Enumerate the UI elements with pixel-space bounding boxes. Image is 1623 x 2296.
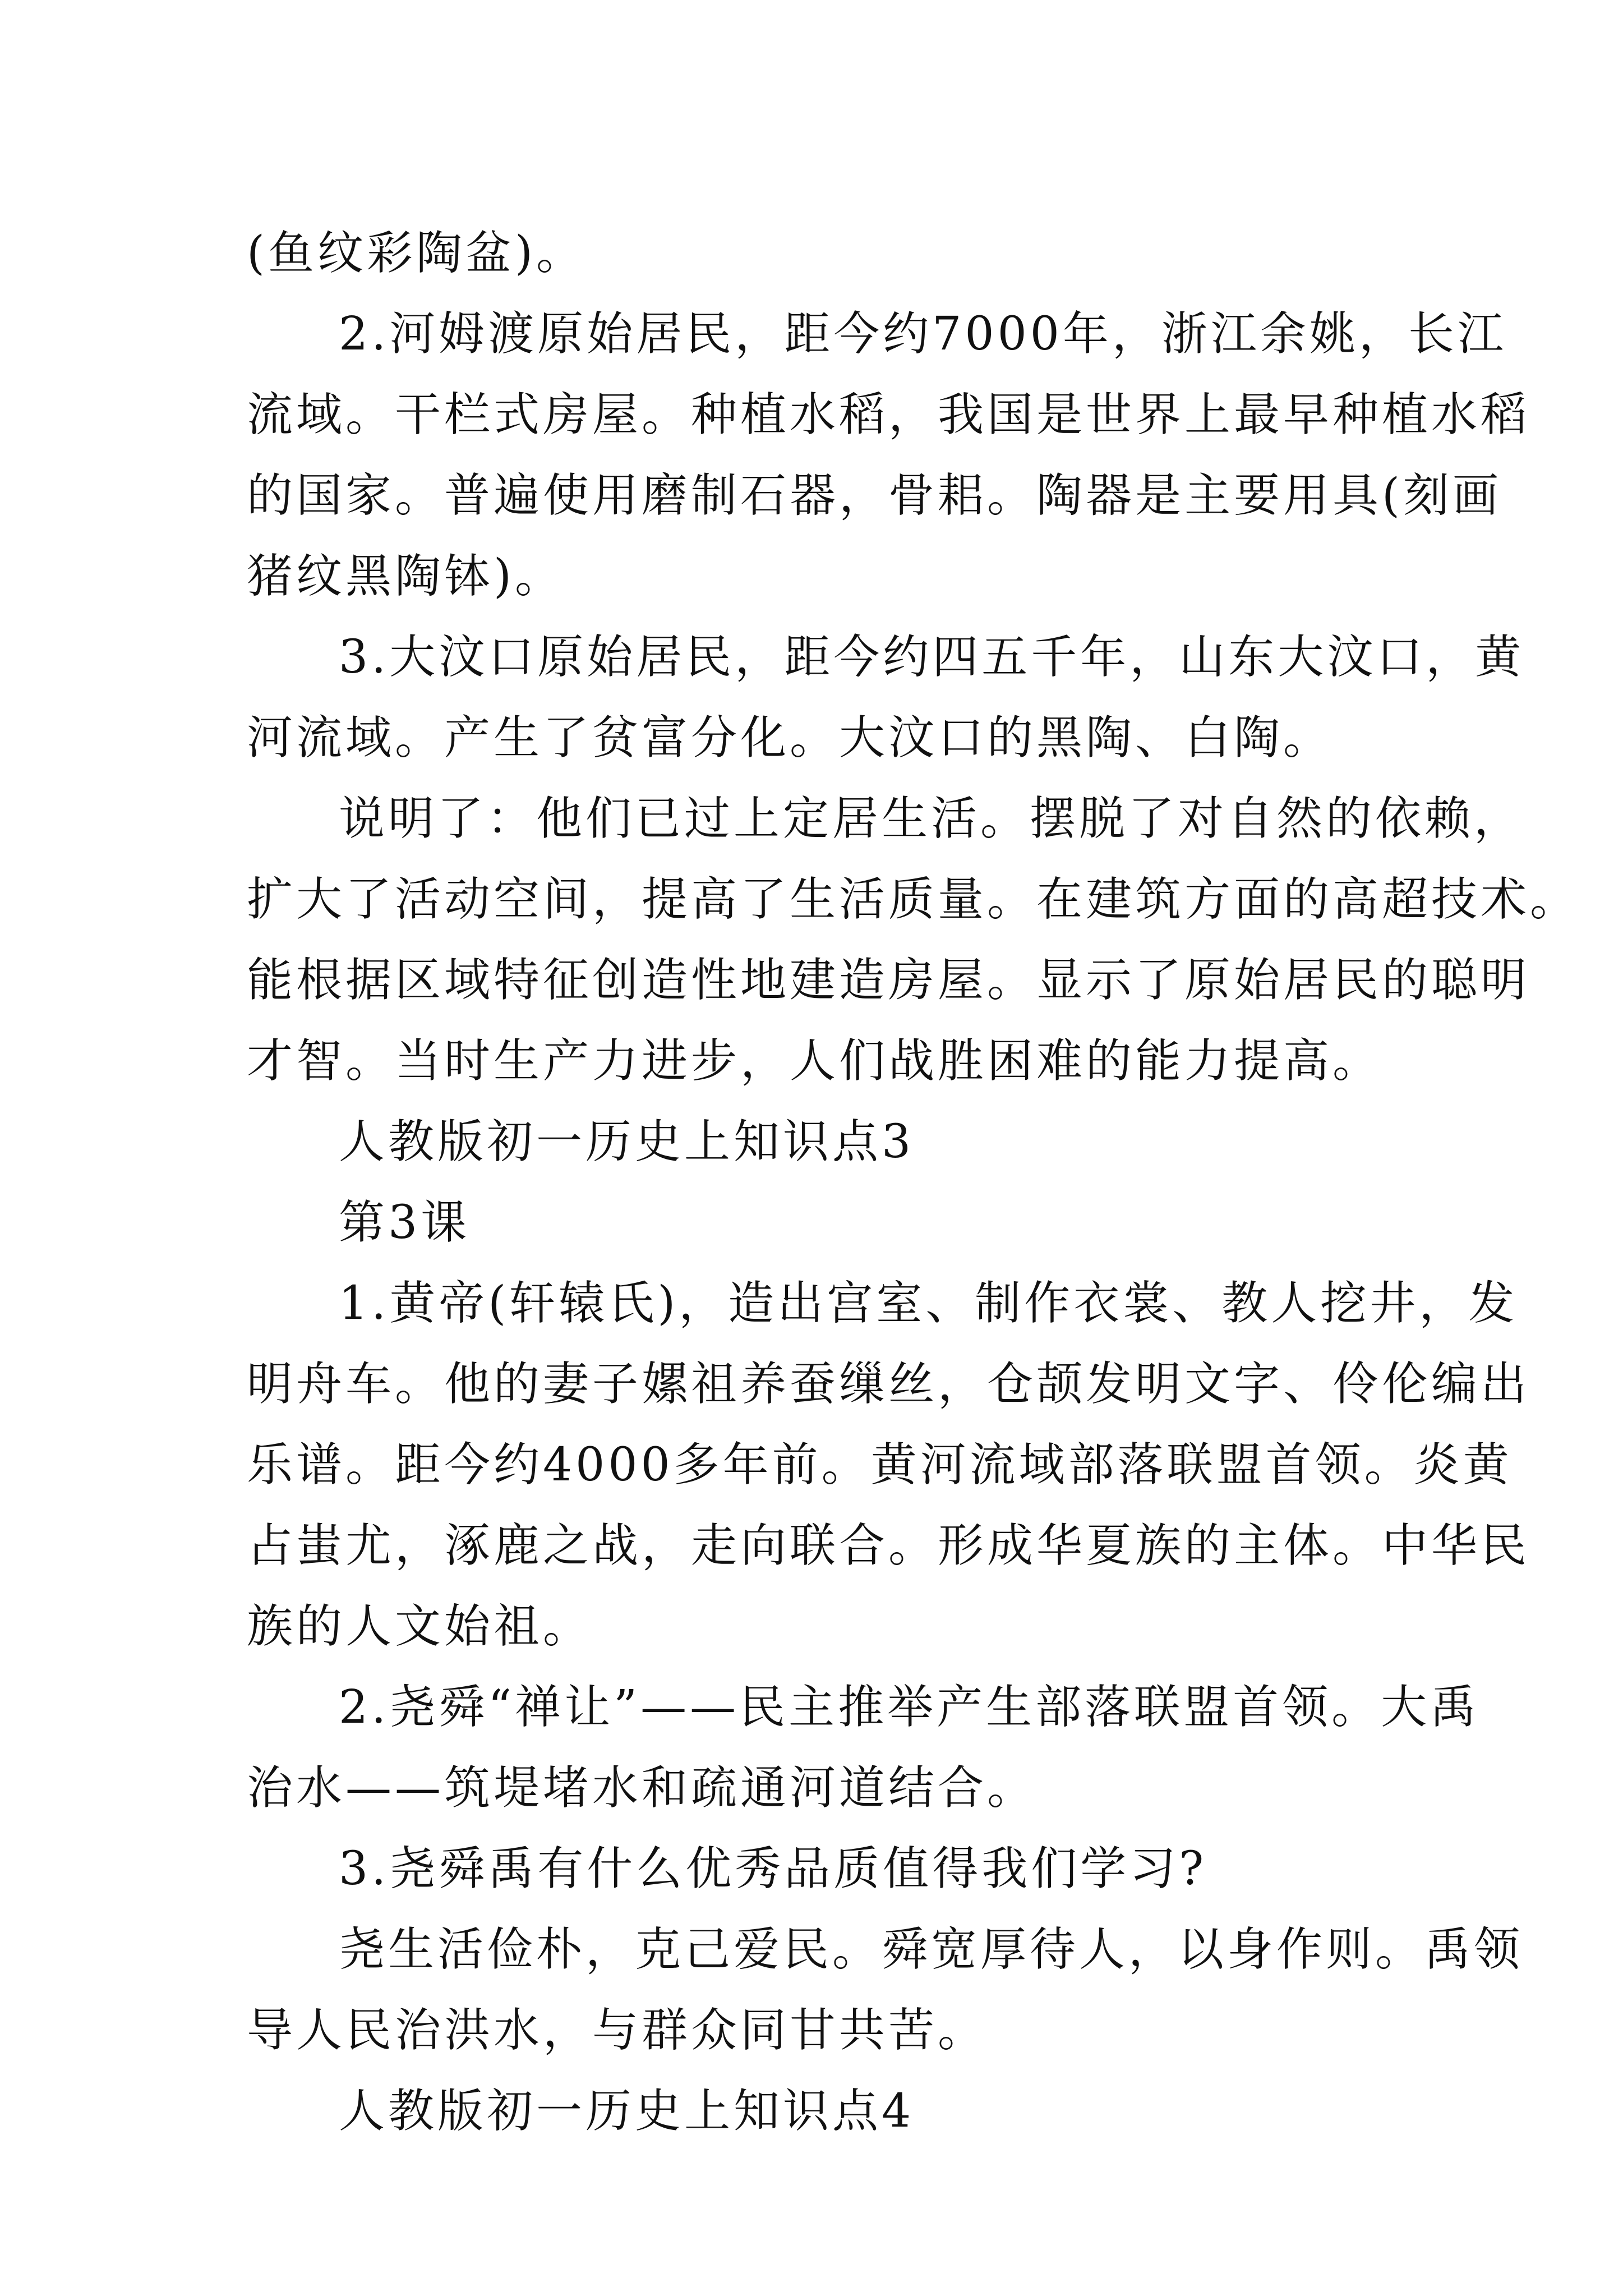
- text-line: 明舟车。他的妻子嫘祖养蚕缫丝，仓颉发明文字、伶伦编出: [247, 1358, 1530, 1411]
- text-line: (鱼纹彩陶盆)。: [247, 227, 585, 280]
- text-line: 才智。当时生产力进步，人们战胜困难的能力提高。: [247, 1034, 1382, 1088]
- text-line: 导人民治洪水，与群众同甘共苦。: [247, 2004, 988, 2057]
- document-page: [247, 213, 1580, 2152]
- text-line: 族的人文始祖。: [247, 1600, 593, 1653]
- paragraph-start: 说明了：他们已过上定居生活。摆脱了对自然的依赖，: [339, 792, 1524, 845]
- lesson-heading: 第3课: [339, 1196, 471, 1249]
- paragraph-start: 2.河姆渡原始居民，距今约7000年，浙江余姚，长江: [339, 307, 1507, 361]
- text-line: 治水——筑堤堵水和疏通河道结合。: [247, 1761, 1037, 1815]
- paragraph-start: 尧生活俭朴，克己爱民。舜宽厚待人，以身作则。禹领: [339, 1923, 1524, 1976]
- text-line: 扩大了活动空间，提高了生活质量。在建筑方面的高超技术。: [247, 873, 1580, 926]
- paragraph-start: 1.黄帝(轩辕氏)，造出宫室、制作衣裳、教人挖井，发: [339, 1277, 1518, 1330]
- text-line: 猪纹黑陶钵)。: [247, 550, 564, 603]
- question-line: 3.尧舜禹有什么优秀品质值得我们学习?: [339, 1842, 1207, 1895]
- text-line: 占蚩尤，涿鹿之战，走向联合。形成华夏族的主体。中华民: [247, 1519, 1530, 1572]
- text-line: 乐谱。距今约4000多年前。黄河流域部落联盟首领。炎黄: [247, 1438, 1513, 1492]
- text-line: 流域。干栏式房屋。种植水稻，我国是世界上最早种植水稻: [247, 388, 1530, 441]
- paragraph-start: 3.大汶口原始居民，距今约四五千年，山东大汶口，黄: [339, 631, 1525, 684]
- text-line: 能根据区域特征创造性地建造房屋。显示了原始居民的聪明: [247, 954, 1530, 1007]
- text-line: 河流域。产生了贫富分化。大汶口的黑陶、白陶。: [247, 711, 1333, 765]
- section-heading: 人教版初一历史上知识点4: [339, 2085, 915, 2138]
- text-line: 的国家。普遍使用磨制石器，骨耜。陶器是主要用具(刻画: [247, 469, 1502, 522]
- paragraph-start: 2.尧舜“禅让”——民主推举产生部落联盟首领。大禹: [339, 1681, 1480, 1734]
- section-heading: 人教版初一历史上知识点3: [339, 1115, 915, 1168]
